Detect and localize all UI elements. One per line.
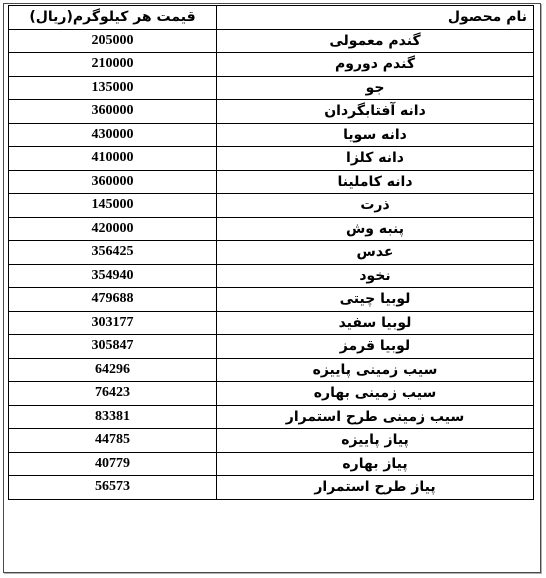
- product-name-cell: پیاز بهاره: [217, 452, 534, 476]
- product-name-cell: نخود: [217, 264, 534, 288]
- table-row: [9, 476, 534, 500]
- price-cell: 145000: [9, 194, 217, 218]
- table-row: [9, 311, 534, 335]
- table-row: [9, 335, 534, 359]
- price-cell: 56573: [9, 476, 217, 500]
- price-cell: 360000: [9, 100, 217, 124]
- product-name-cell: ذرت: [217, 194, 534, 218]
- table-row: [9, 100, 534, 124]
- table-row: [9, 382, 534, 406]
- table-row: [9, 76, 534, 100]
- table-row: [9, 241, 534, 265]
- product-name-cell: لوبیا قرمز: [217, 335, 534, 359]
- table-body: [9, 29, 534, 499]
- product-name-cell: لوبیا چیتی: [217, 288, 534, 312]
- price-table: [8, 5, 534, 500]
- price-cell: 430000: [9, 123, 217, 147]
- price-cell: 356425: [9, 241, 217, 265]
- table-row: [9, 358, 534, 382]
- header-row: [9, 6, 534, 30]
- price-cell: 303177: [9, 311, 217, 335]
- product-name-cell: پیاز پاییزه: [217, 429, 534, 453]
- price-cell: 83381: [9, 405, 217, 429]
- price-cell: 360000: [9, 170, 217, 194]
- table-row: [9, 170, 534, 194]
- table-row: [9, 147, 534, 171]
- price-cell: 76423: [9, 382, 217, 406]
- table-row: [9, 264, 534, 288]
- product-name-cell: گندم دوروم: [217, 53, 534, 77]
- price-cell: 210000: [9, 53, 217, 77]
- table-row: [9, 194, 534, 218]
- price-cell: 354940: [9, 264, 217, 288]
- table-row: [9, 29, 534, 53]
- price-cell: 305847: [9, 335, 217, 359]
- product-name-cell: گندم معمولی: [217, 29, 534, 53]
- price-cell: 420000: [9, 217, 217, 241]
- price-cell: 410000: [9, 147, 217, 171]
- product-name-cell: دانه آفتابگردان: [217, 100, 534, 124]
- product-name-cell: لوبیا سفید: [217, 311, 534, 335]
- table-row: [9, 452, 534, 476]
- price-cell: 44785: [9, 429, 217, 453]
- product-name-cell: پنبه وش: [217, 217, 534, 241]
- price-cell: 205000: [9, 29, 217, 53]
- product-name-cell: جو: [217, 76, 534, 100]
- product-name-cell: سیب زمینی پاییزه: [217, 358, 534, 382]
- table-row: [9, 217, 534, 241]
- price-cell: 135000: [9, 76, 217, 100]
- product-name-cell: دانه سویا: [217, 123, 534, 147]
- product-name-cell: دانه کلزا: [217, 147, 534, 171]
- price-cell: 40779: [9, 452, 217, 476]
- price-cell: 64296: [9, 358, 217, 382]
- table-row: [9, 123, 534, 147]
- header-price-per-kg: قیمت هر کیلوگرم(ریال): [9, 6, 217, 30]
- product-name-cell: دانه کاملینا: [217, 170, 534, 194]
- product-name-cell: عدس: [217, 241, 534, 265]
- header-product-name: نام محصول: [217, 6, 534, 30]
- product-name-cell: سیب زمینی بهاره: [217, 382, 534, 406]
- price-cell: 479688: [9, 288, 217, 312]
- table-row: [9, 53, 534, 77]
- product-name-cell: پیاز طرح استمرار: [217, 476, 534, 500]
- table-row: [9, 405, 534, 429]
- table-row: [9, 429, 534, 453]
- table-row: [9, 288, 534, 312]
- product-name-cell: سیب زمینی طرح استمرار: [217, 405, 534, 429]
